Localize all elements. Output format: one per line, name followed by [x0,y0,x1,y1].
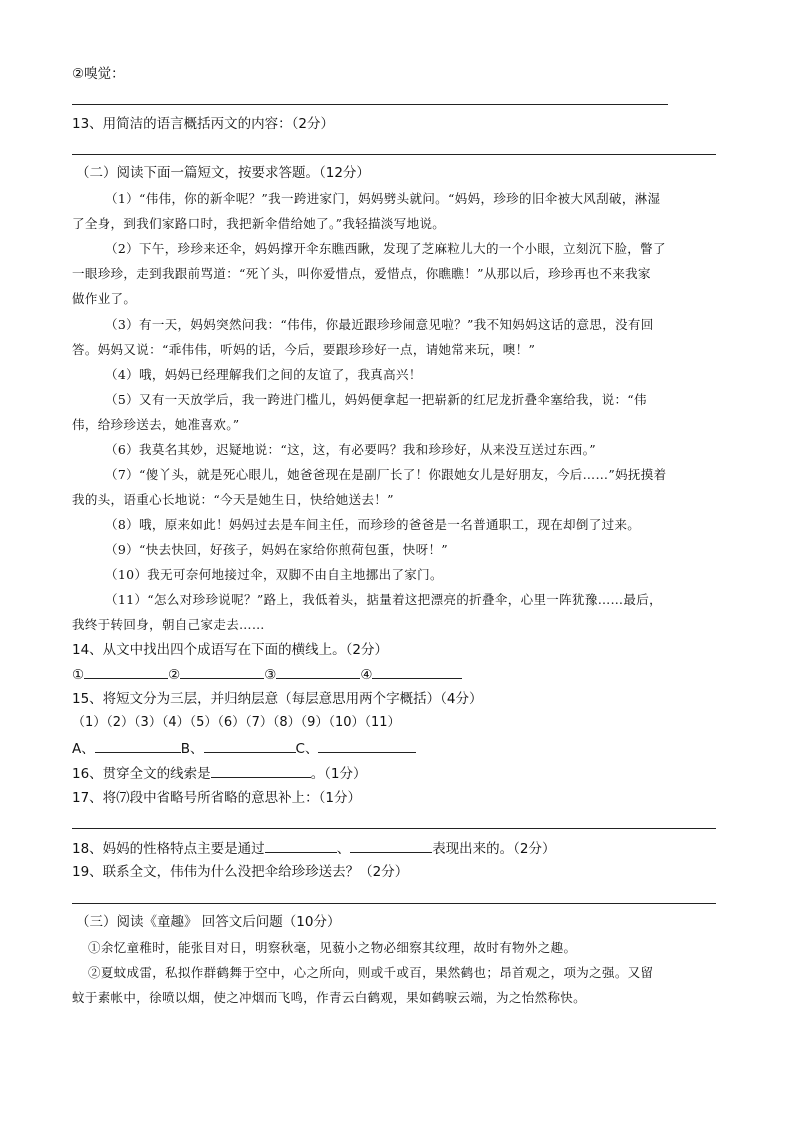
question-16 [72,763,367,784]
answer-line [72,154,716,155]
idiom-blank-2[interactable] [180,664,264,679]
passage-line: 我终于转回身，朝自己家走去…… [72,617,265,632]
q14-answer-row [72,664,462,685]
smell-label: ②嗅觉： [72,66,125,82]
classical-line: ①余忆童稚时，能张目对日，明察秋毫，见藐小之物必细察其纹理，故时有物外之趣。 [88,940,577,955]
classical-line: 蚊于素帐中，徐喷以烟，使之冲烟而飞鸣，作青云白鹤观，果如鹤唳云端，为之怡然称快。 [72,990,587,1005]
q18-score: 表现出来的。（2分） [432,841,556,857]
blank-mark: ③ [264,667,277,683]
passage-line: （10）我无可奈何地接过伞，双脚不由自主地挪出了家门。 [105,567,443,582]
trait-blank-1[interactable] [265,838,337,853]
q18-sep: 、 [336,841,351,857]
trait-blank-2[interactable] [350,838,432,853]
section-2-heading: （二）阅读下面一篇短文，按要求答题。（12分） [76,165,370,181]
passage-line: （6）我莫名其妙，迟疑地说：“这，这，有必要吗？我和珍珍好，从来没互送过东西。” [105,442,596,457]
q16-score: 。（1分） [310,766,367,782]
passage-line: （11）“怎么对珍珍说呢？”路上，我低着头，掂量着这把漂亮的折叠伞，心里一阵犹豫……最后， [105,592,662,607]
passage-line: （2）下午，珍珍来还伞，妈妈撑开伞东瞧西瞅，发现了芝麻粒儿大的一个小眼，立刻沉下脸，瞥了 [105,241,666,256]
layer-blank-c[interactable] [318,738,416,753]
label-a: A、 [72,741,95,757]
section-3-heading: （三）阅读《童趣》 回答文后问题（10分） [76,914,341,930]
paragraph-numbers: （1）（2）（3）（4）（5）（6）（7）（8）（9）（10）（11） [72,715,401,730]
classical-line: ②夏蚊成雷，私拟作群鹤舞于空中，心之所向，则或千或百，果然鹤也；昂首观之，项为之强。又留 [88,965,654,980]
passage-line: （8）哦，原来如此！妈妈过去是车间主任，而珍珍的爸爸是一名普通职工，现在却倒了过来。 [105,517,641,532]
passage-line: 伟，给珍珍送去，她准喜欢。” [72,417,240,432]
passage-line: （1）“伟伟，你的新伞呢？”我一跨进家门，妈妈劈头就问。“妈妈，珍珍的旧伞被大风刮破，淋湿 [105,191,661,206]
question-18 [72,838,556,859]
question-14: 14、从文中找出四个成语写在下面的横线上。（2分） [72,642,389,658]
passage-line: （7）“傻丫头，就是死心眼儿，她爸爸现在是副厂长了！你跟她女儿是好朋友，今后……”妈抚摸着 [105,467,667,482]
passage-line: 一眼珍珍，走到我跟前骂道：“死丫头，叫你爱惜点，爱惜点，你瞧瞧！”从那以后，珍珍再也不来我家 [72,266,651,281]
blank-mark: ④ [360,667,373,683]
passage-line: 我的头，语重心长地说：“今天是她生日，快给她送去！” [72,492,394,507]
passage-line: （5）又有一天放学后，我一跨进门槛儿，妈妈便拿起一把崭新的红尼龙折叠伞塞给我，说：“伟 [105,392,647,407]
question-13: 13、用简洁的语言概括丙文的内容：（2分） [72,116,335,132]
question-15: 15、将短文分为三层，并归纳层意（每层意思用两个字概括）（4分） [72,691,483,707]
question-17: 17、将⑺段中省略号所省略的意思补上：（1分） [72,790,362,806]
answer-line [72,828,716,829]
blank-mark: ① [72,667,85,683]
answer-line [72,903,716,904]
passage-line: （4）哦，妈妈已经理解我们之间的友谊了，我真高兴！ [105,367,422,382]
question-19: 19、联系全文，伟伟为什么没把伞给珍珍送去？（2分） [72,864,409,880]
answer-line [72,104,668,105]
q16-text: 16、贯穿全文的线索是 [72,766,211,782]
q15-answer-row [72,738,416,759]
label-b: B、 [180,741,204,757]
passage-line: 了全身，到我们家路口时，我把新伞借给她了。”我轻描淡写地说。 [72,216,446,231]
layer-blank-b[interactable] [204,738,296,753]
q18-text: 18、妈妈的性格特点主要是通过 [72,841,265,857]
idiom-blank-4[interactable] [372,664,462,679]
passage-line: 做作业了。 [72,291,137,306]
layer-blank-a[interactable] [95,738,181,753]
passage-line: （3）有一天，妈妈突然问我：“伟伟，你最近跟珍珍闹意见啦？”我不知妈妈这话的意思，没有回 [105,317,654,332]
blank-mark: ② [168,667,181,683]
passage-line: 答。妈妈又说：“乖伟伟，听妈的话，今后，要跟珍珍好一点，请她常来玩，噢！” [72,342,536,357]
idiom-blank-1[interactable] [84,664,168,679]
idiom-blank-3[interactable] [276,664,360,679]
clue-blank[interactable] [211,763,311,778]
passage-line: （9）“快去快回，好孩子，妈妈在家给你煎荷包蛋，快呀！” [105,542,449,557]
label-c: C、 [295,741,319,757]
